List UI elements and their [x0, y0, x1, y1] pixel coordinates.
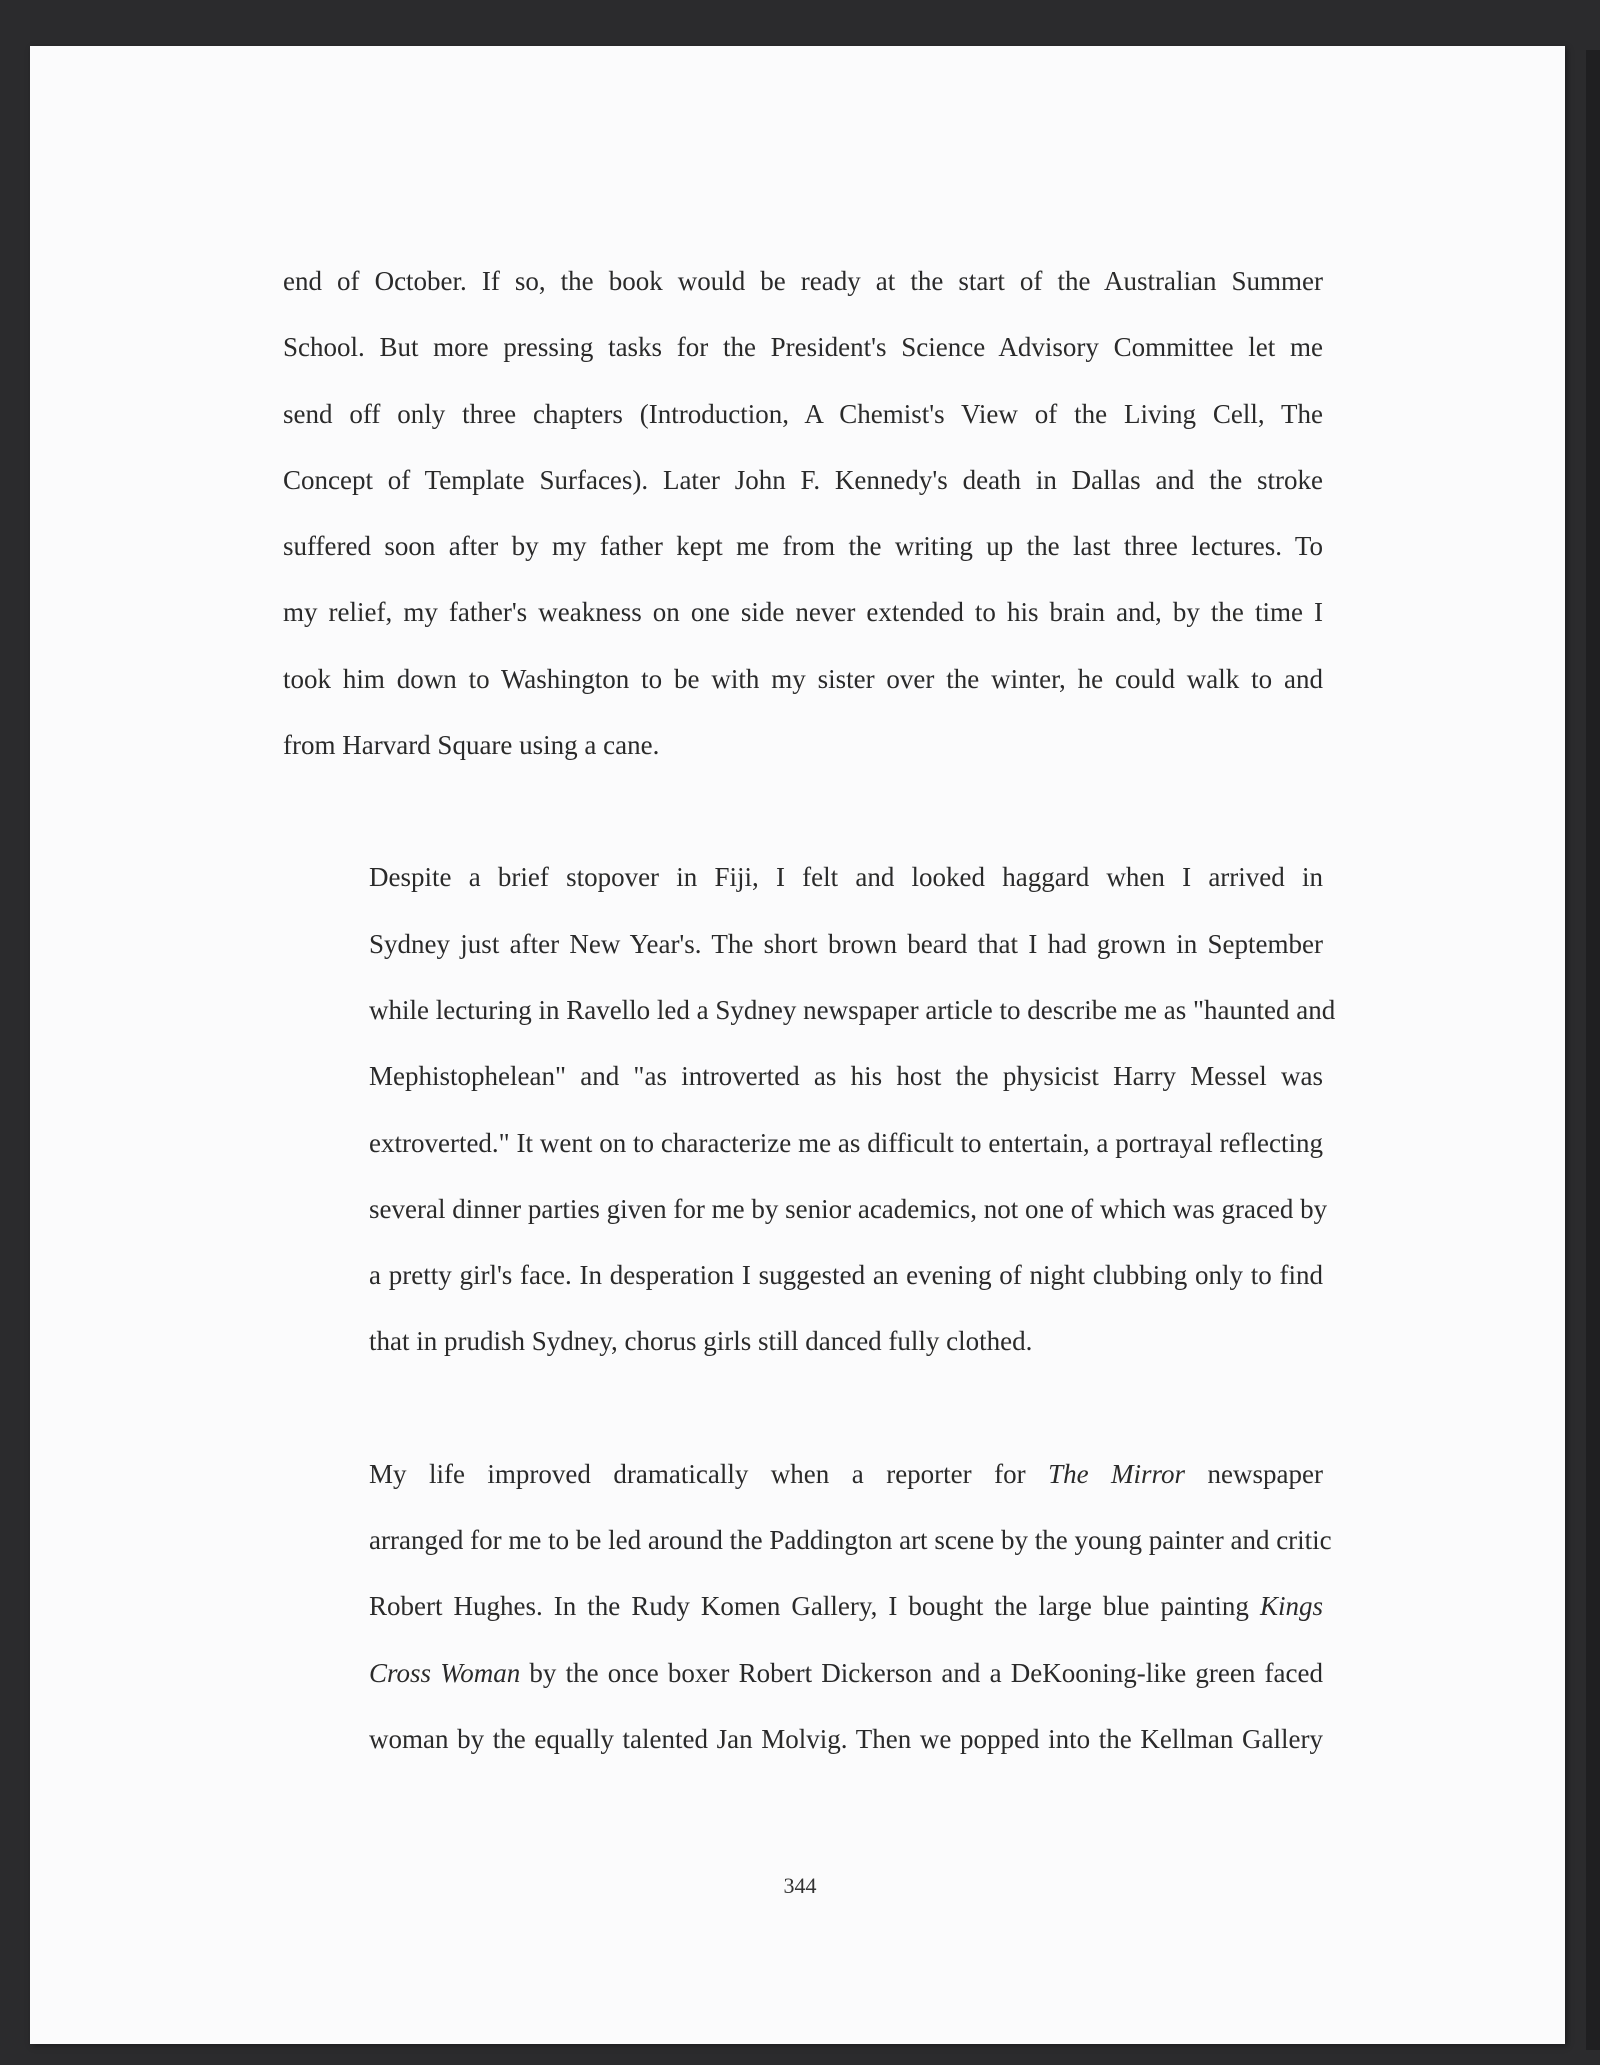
text-line: arranged for me to be led around the Paddington art scene by the young painter and critic [369, 1525, 1332, 1556]
paragraph-1 [283, 248, 1323, 778]
text-line: Concept of Template Surfaces). Later John F. Kennedy's death in Dallas and the stroke [283, 464, 1323, 495]
text-line: took him down to Washington to be with my sister over the winter, he could walk to and [283, 663, 1323, 694]
text-line: my relief, my father's weakness on one side never extended to his brain and, by the time I [283, 597, 1323, 628]
text-line [283, 1640, 1323, 1706]
text-run: My life improved dramatically when a reporter for [369, 1458, 1049, 1489]
text-line: send off only three chapters (Introduction, A Chemist's View of the Living Cell, The [283, 398, 1323, 429]
paragraph-2 [283, 844, 1336, 1374]
italic-title: Cross Woman [369, 1657, 521, 1688]
text-line: from Harvard Square using a cane. [283, 730, 660, 761]
text-line: end of October. If so, the book would be ready at the start of the Australian Summer [283, 266, 1323, 296]
text-run: newspaper [1185, 1458, 1324, 1489]
text-line: extroverted." It went on to characterize me as difficult to entertain, a portrayal reflecting [369, 1127, 1323, 1158]
text-line: Mephistophelean" and "as introverted as his host the physicist Harry Messel was [369, 1061, 1323, 1092]
page-number: 344 [783, 1873, 817, 1898]
text-run: Robert Hughes. In the Rudy Komen Gallery, I bought the large blue painting [369, 1591, 1260, 1622]
italic-title: The Mirror [1048, 1458, 1186, 1489]
text-line [283, 1573, 1323, 1639]
text-line: Despite a brief stopover in Fiji, I felt and looked haggard when I arrived in [369, 862, 1323, 893]
text-line: School. But more pressing tasks for the President's Science Advisory Committee let me [283, 332, 1323, 363]
text-line: a pretty girl's face. In desperation I suggested an evening of night clubbing only to find [369, 1260, 1323, 1291]
paragraph-3 [283, 1441, 1332, 1772]
text-line [283, 1441, 1323, 1507]
text-line: woman by the equally talented Jan Molvig. Then we popped into the Kellman Gallery [369, 1723, 1323, 1754]
text-line: several dinner parties given for me by senior academics, not one of which was graced by [369, 1193, 1328, 1224]
text-run: by the once boxer Robert Dickerson and a DeKooning-like green faced [520, 1657, 1323, 1688]
background-edge [1586, 50, 1600, 2050]
body-text [283, 248, 1336, 1772]
italic-title: Kings [1259, 1591, 1323, 1622]
text-line: that in prudish Sydney, chorus girls still danced fully clothed. [369, 1326, 1033, 1357]
text-line: Sydney just after New Year's. The short brown beard that I had grown in September [369, 928, 1323, 959]
text-line: while lecturing in Ravello led a Sydney newspaper article to describe me as "haunted and [369, 994, 1336, 1025]
text-line: suffered soon after by my father kept me from the writing up the last three lectures. To [283, 531, 1323, 562]
